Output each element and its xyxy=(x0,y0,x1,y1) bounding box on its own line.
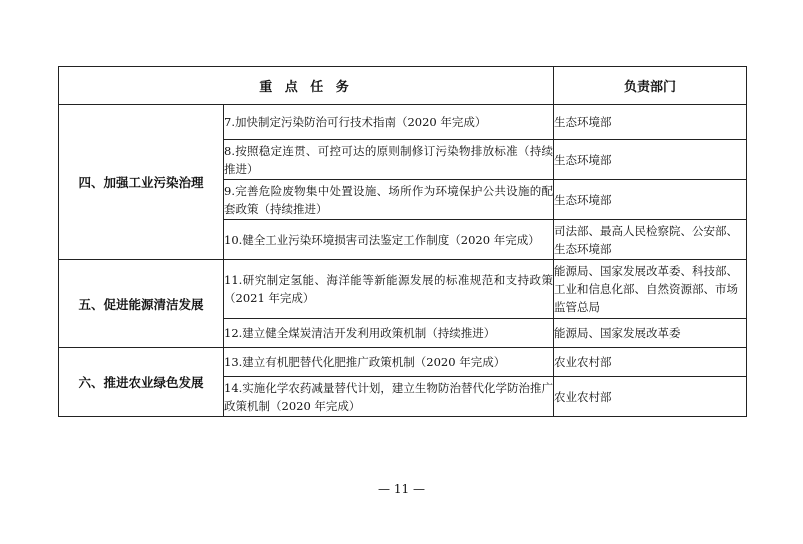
dept-cell: 农业农村部 xyxy=(554,348,747,377)
task-cell: 13.建立有机肥替代化肥推广政策机制（2020 年完成） xyxy=(224,348,554,377)
category-cell: 四、加强工业污染治理 xyxy=(59,105,224,260)
task-cell: 11.研究制定氢能、海洋能等新能源发展的标准规范和支持政策（2021 年完成） xyxy=(224,260,554,319)
dept-cell: 生态环境部 xyxy=(554,180,747,220)
table-row xyxy=(59,348,747,377)
header-responsible-dept: 负责部门 xyxy=(554,67,747,105)
header-key-tasks: 重 点 任 务 xyxy=(59,67,554,105)
task-cell: 7.加快制定污染防治可行技术指南（2020 年完成） xyxy=(224,105,554,140)
category-cell: 六、推进农业绿色发展 xyxy=(59,348,224,417)
category-cell: 五、促进能源清洁发展 xyxy=(59,260,224,348)
dept-cell: 农业农村部 xyxy=(554,377,747,417)
task-cell: 14.实施化学农药减量替代计划，建立生物防治替代化学防治推广政策机制（2020 年完成） xyxy=(224,377,554,417)
task-cell: 9.完善危险废物集中处置设施、场所作为环境保护公共设施的配套政策（持续推进） xyxy=(224,180,554,220)
page-number: — 11 — xyxy=(378,482,425,496)
task-cell: 10.健全工业污染环境损害司法鉴定工作制度（2020 年完成） xyxy=(224,220,554,260)
task-cell: 12.建立健全煤炭清洁开发利用政策机制（持续推进） xyxy=(224,319,554,348)
dept-cell: 生态环境部 xyxy=(554,140,747,180)
dept-cell: 能源局、国家发展改革委、科技部、工业和信息化部、自然资源部、市场监管总局 xyxy=(554,260,747,319)
table-header-row xyxy=(59,67,747,105)
dept-cell: 能源局、国家发展改革委 xyxy=(554,319,747,348)
dept-cell: 生态环境部 xyxy=(554,105,747,140)
table-row xyxy=(59,105,747,140)
table-row xyxy=(59,260,747,319)
task-table xyxy=(58,66,747,417)
task-cell: 8.按照稳定连贯、可控可达的原则制修订污染物排放标准（持续推进） xyxy=(224,140,554,180)
dept-cell: 司法部、最高人民检察院、公安部、生态环境部 xyxy=(554,220,747,260)
